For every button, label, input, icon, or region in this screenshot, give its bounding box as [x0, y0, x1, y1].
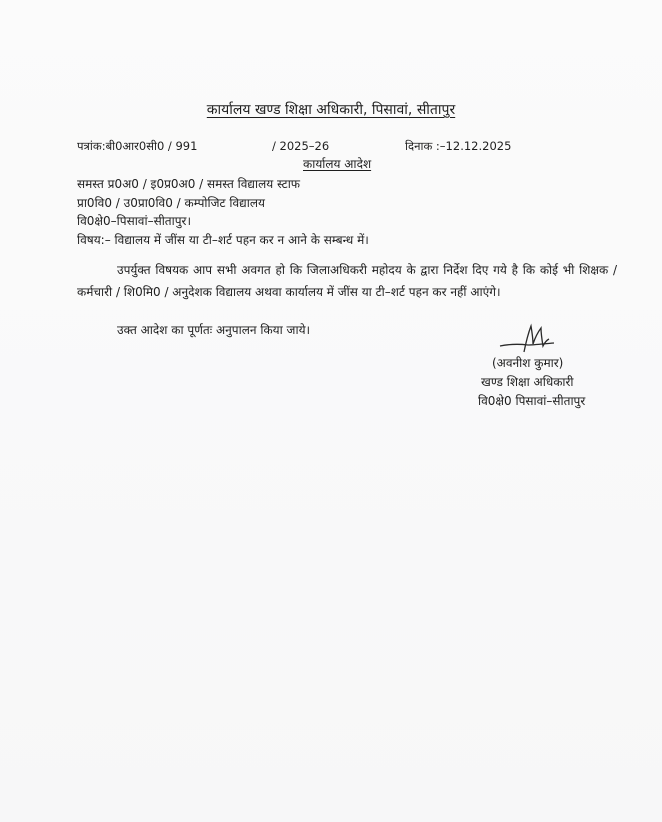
signatory-location: वि0क्षे0 पिसावां–सीतापुर [478, 394, 586, 408]
body-paragraph-1: उपर्युक्त विषयक आप सभी अवगत हो कि जिलाअधिकरी महोदय के द्वारा निर्देश दिए गये है कि कोई भी शिक्षक / कर्मचारी / शि0मि0 / अनुदेशक विद्यालय अथवा कार्यालय में जींस या टी–शर्ट पहन कर नहीं आएंगे। [77, 263, 617, 299]
recipient-line-3: वि0क्षे0–पिसावां–सीतापुर। [77, 214, 192, 228]
order-date: दिनाक :–12.12.2025 [405, 139, 512, 153]
reference-number: पत्रांक:बी0आर0सी0 / 991 [77, 139, 198, 153]
recipient-line-1: समस्त प्र0अ0 / इ0प्र0अ0 / समस्त विद्यालय स्टाफ [77, 177, 301, 191]
subject-line: विषय:– विद्यालय में जींस या टी–शर्ट पहन कर न आने के सम्बन्ध में। [77, 233, 369, 247]
signatory-name: (अवनीश कुमार) [492, 356, 564, 370]
order-title: कार्यालय आदेश [303, 157, 372, 171]
signature-scribble [498, 322, 558, 356]
signature-block [478, 354, 585, 411]
session-year: / 2025–26 [272, 139, 330, 153]
office-title: कार्यालय खण्ड शिक्षा अधिकारी, पिसावां, सीतापुर [206, 102, 456, 118]
recipient-line-2: प्रा0वि0 / उ0प्रा0वि0 / कम्पोजिट विद्यालय [77, 196, 265, 210]
signatory-designation: खण्ड शिक्षा अधिकारी [481, 375, 574, 389]
body-paragraph-2: उक्त आदेश का पूर्णतः अनुपालन किया जाये। [117, 323, 311, 337]
